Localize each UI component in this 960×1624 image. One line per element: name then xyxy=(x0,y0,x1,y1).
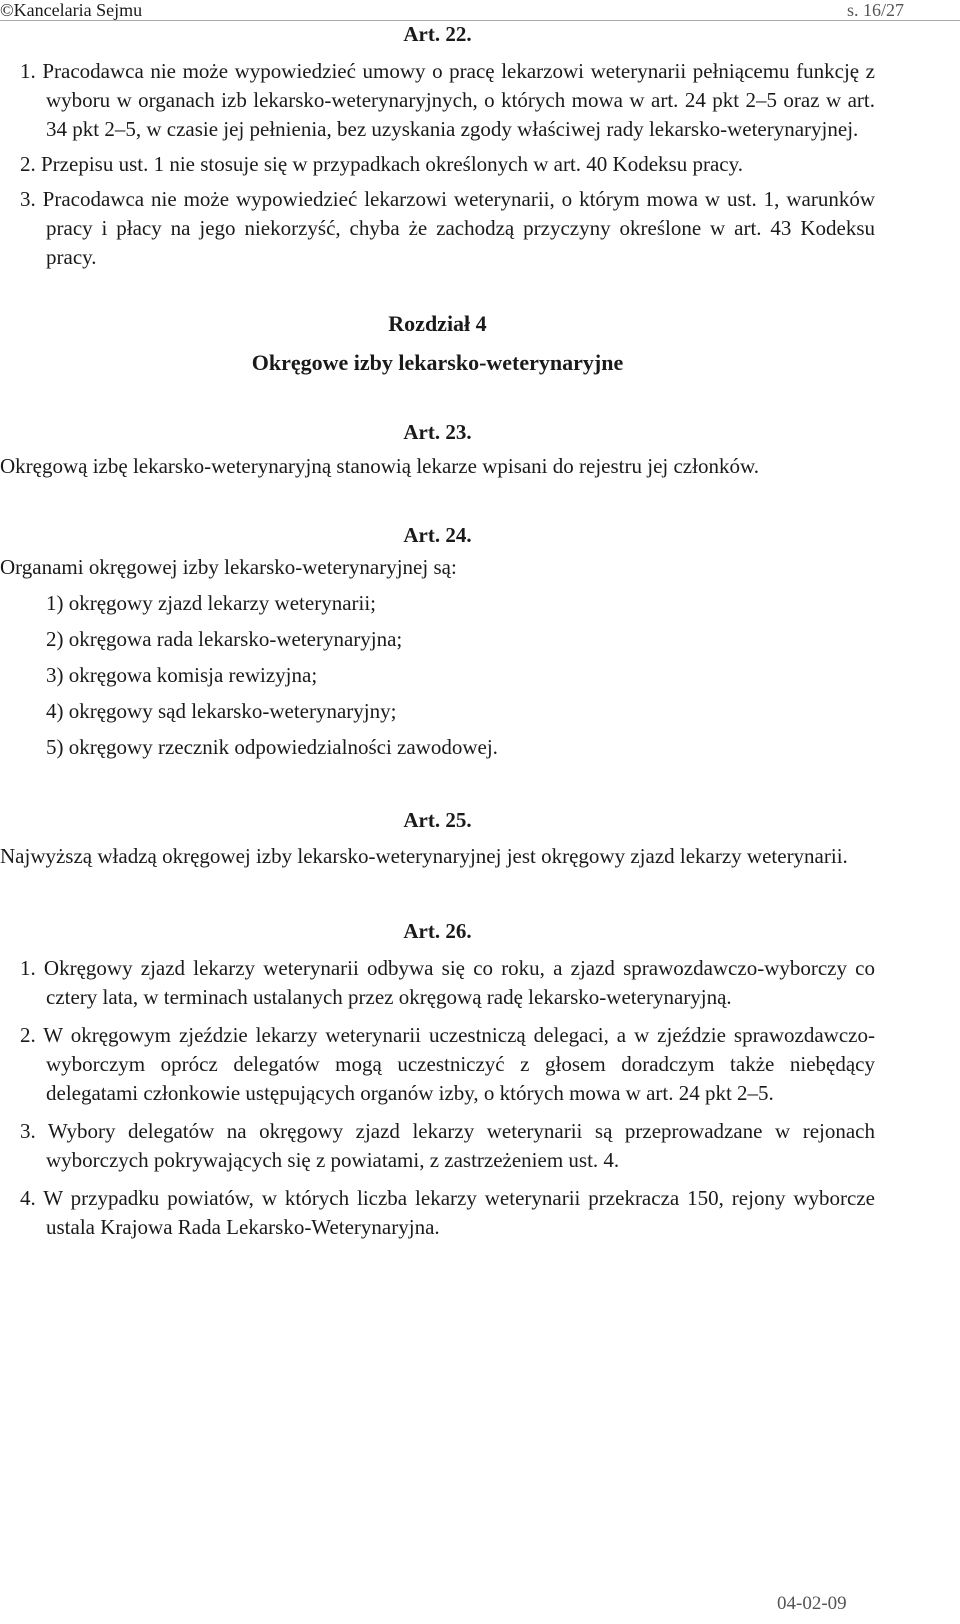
article-26-paragraph-1: 1. Okręgowy zjazd lekarzy weterynarii odbywa się co roku, a zjazd sprawozdawczo-wyborczy co cztery lata, w terminach ustalanych przez okręgową radę lekarsko-weterynaryjną. xyxy=(20,956,875,1009)
chapter-4-heading xyxy=(0,309,875,378)
article-22-title: Art. 22. xyxy=(403,22,472,46)
article-25-text: Najwyższą władzą okręgowej izby lekarsko-weterynaryjnej jest okręgowy zjazd lekarzy weterynarii. xyxy=(0,844,848,868)
article-24-item: 3) okręgowa komisja rewizyjna; xyxy=(46,663,318,687)
article-22-paragraph-3: 3. Pracodawca nie może wypowiedzieć lekarzowi weterynarii, o którym mowa w ust. 1, warunków pracy i płacy na jego niekorzyść, chyba że zachodzą przyczyny określone w art. 43 Kodeksu pracy. xyxy=(20,187,875,269)
article-24 xyxy=(0,521,875,762)
article-22-paragraph-2: 2. Przepisu ust. 1 nie stosuje się w przypadkach określonych w art. 40 Kodeksu pracy. xyxy=(20,152,743,176)
article-26-paragraph-4: 4. W przypadku powiatów, w których liczba lekarzy weterynarii przekracza 150, rejony wyborcze ustala Krajowa Rada Lekarsko-Weterynaryjna. xyxy=(20,1186,875,1239)
article-25-title: Art. 25. xyxy=(403,808,472,832)
article-24-title: Art. 24. xyxy=(403,523,472,547)
article-26-title: Art. 26. xyxy=(403,919,472,943)
chapter-number: Rozdział 4 xyxy=(388,311,487,336)
article-24-item: 4) okręgowy sąd lekarsko-weterynaryjny; xyxy=(46,699,397,723)
article-24-item: 1) okręgowy zjazd lekarzy weterynarii; xyxy=(46,591,377,615)
article-26 xyxy=(0,917,875,1242)
article-23-text: Okręgową izbę lekarsko-weterynaryjną stanowią lekarze wpisani do rejestru jej członków. xyxy=(0,454,760,478)
article-24-item: 2) okręgowa rada lekarsko-weterynaryjna; xyxy=(46,627,403,651)
article-25 xyxy=(0,806,875,871)
article-26-paragraph-2: 2. W okręgowym zjeździe lekarzy weterynarii uczestniczą delegaci, a w zjeździe sprawozdawczo-wyborczym oprócz delegatów mogą uczestniczyć z głosem doradczym także niebędący delegatami członkowie ustępujących organów izby, o których mowa w art. 24 pkt 2–5. xyxy=(20,1023,875,1105)
chapter-title: Okręgowe izby lekarsko-weterynaryjne xyxy=(251,350,624,375)
article-24-intro: Organami okręgowej izby lekarsko-weterynaryjnej są: xyxy=(0,555,457,579)
header-copyright: ©Kancelaria Sejmu xyxy=(0,0,143,20)
article-24-item: 5) okręgowy rzecznik odpowiedzialności zawodowej. xyxy=(46,735,498,759)
article-23 xyxy=(0,418,875,481)
article-23-title: Art. 23. xyxy=(403,420,472,444)
footer-document-id: 04-02-09 xyxy=(777,1593,847,1614)
article-26-paragraph-3: 3. Wybory delegatów na okręgowy zjazd lekarzy weterynarii są przeprowadzane w rejonach wyborczych pokrywających się z powiatami, z zastrzeżeniem ust. 4. xyxy=(20,1119,875,1172)
header-page-number: s. 16/27 xyxy=(847,0,905,20)
article-22 xyxy=(0,20,875,272)
document-body xyxy=(0,20,875,1242)
article-22-paragraph-1: 1. Pracodawca nie może wypowiedzieć umowy o pracę lekarzowi weterynarii pełniącemu funkcję z wyboru w organach izb lekarsko-weterynaryjnych, o których mowa w art. 24 pkt 2–5 oraz w art. 34 pkt 2–5, w czasie jej pełnienia, bez uzyskania zgody właściwej rady lekarsko-weterynaryjnej. xyxy=(20,59,875,141)
